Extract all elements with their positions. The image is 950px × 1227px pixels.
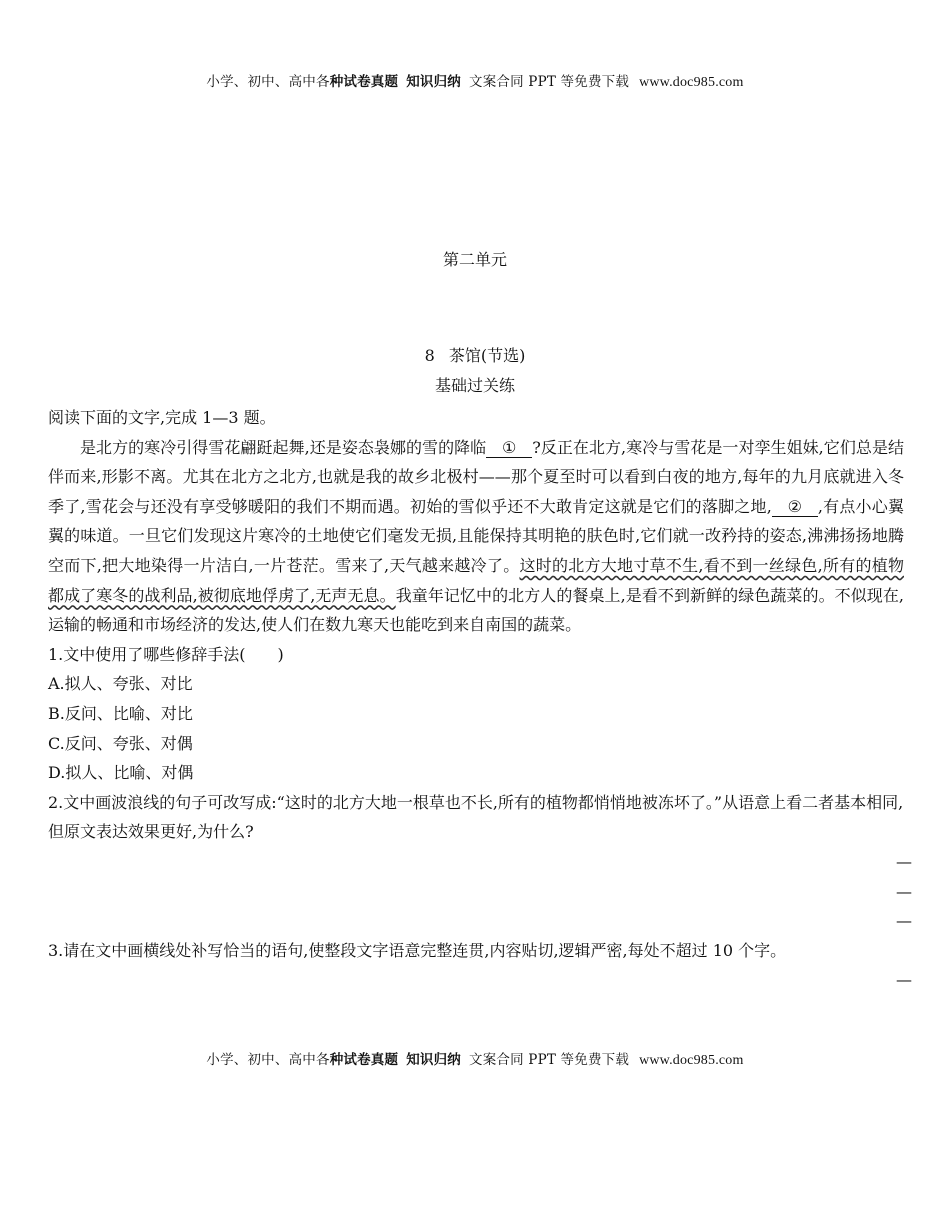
answer-line — [48, 847, 912, 877]
passage — [48, 433, 904, 640]
footer-banner — [0, 1048, 950, 1069]
document-body — [48, 403, 912, 995]
passage-sentence-1: 是北方的寒冷引得雪花翩跹起舞,还是姿态袅娜的雪的降临 — [80, 437, 487, 457]
banner-text-1: 小学、初中、高中各 — [206, 74, 330, 90]
section-title: 基础过关练 — [434, 376, 515, 395]
answer-line — [48, 906, 912, 936]
wavy-underlined-sentence: 这时的北方大地寸草不生,看不到一丝绿色,所有的植物都成了寒冬的战利品,被彻底地俘虏了,无声无息。 — [48, 555, 904, 605]
option-a: A.拟人、夸张、对比 — [48, 674, 193, 694]
option-b: B.反问、比喻、对比 — [48, 703, 193, 723]
lesson-name: 茶馆(节选) — [448, 346, 526, 365]
passage-sentence-4: 我童年记忆中的北方人的餐桌上,是看不到新鲜的绿色蔬菜的。不似现在,运输的畅通和市场经济的发达,使人们在数九寒天也能吃到来自南国的蔬菜。 — [48, 585, 904, 635]
passage-sentence-2: ?反正在北方,寒冷与雪花是一对孪生姐妹,它们总是结伴而来,形影不离。尤其在北方之北方,也就是我的故乡北极村——那个夏至时可以看到白夜的地方,每年的九月底就进入冬季了,雪花会与还没有享受够暖阳的我们不期而遇。初始的雪似乎还不大敢肯定这就是它们的落脚之地, — [48, 437, 904, 516]
answer-line-mark: — — [896, 911, 912, 931]
banner-text-3: 文案合同 PPT 等免费下载 — [469, 1052, 630, 1068]
banner-text-1: 小学、初中、高中各 — [206, 1052, 330, 1068]
blank-1: ① — [486, 439, 532, 458]
header-banner — [0, 70, 950, 91]
option-c: C.反问、夸张、对偶 — [48, 733, 193, 753]
answer-line — [48, 877, 912, 907]
banner-text-2: 知识归纳 — [406, 74, 461, 90]
lesson-title — [0, 343, 950, 366]
question-3: 3.请在文中画横线处补写恰当的语句,使整段文字语意完整连贯,内容贴切,逻辑严密,每处不超过 10 个字。 — [48, 940, 787, 960]
banner-url-link[interactable]: www.doc985.com — [639, 1053, 744, 1068]
answer-line-mark: — — [896, 970, 912, 990]
question-1: 1.文中使用了哪些修辞手法( ) — [48, 644, 284, 664]
answer-line-mark: — — [896, 881, 912, 901]
question-2: 2.文中画波浪线的句子可改写成:“这时的北方大地一根草也不长,所有的植物都悄悄地被冻坏了。”从语意上看二者基本相同,但原文表达效果更好,为什么? — [48, 792, 904, 842]
banner-text-3: 文案合同 PPT 等免费下载 — [469, 74, 630, 90]
passage-sentence-3: ,有点小心翼翼的味道。一旦它们发现这片寒冷的土地使它们毫发无损,且能保持其明艳的肤色时,它们就一改矜持的姿态,沸沸扬扬地腾空而下,把大地染得一片洁白,一片苍茫。雪来了,天气越来越冷了。 — [48, 496, 904, 575]
answer-line-mark: — — [896, 851, 912, 871]
instruction: 阅读下面的文字,完成 1—3 题。 — [48, 408, 276, 427]
answer-line — [48, 965, 912, 995]
banner-text-2: 知识归纳 — [406, 1052, 461, 1068]
banner-bold-text: 种试卷真题 — [329, 74, 399, 90]
unit-title: 第二单元 — [442, 250, 507, 269]
banner-bold-text: 种试卷真题 — [329, 1052, 399, 1068]
blank-2: ② — [772, 498, 818, 517]
option-d: D.拟人、比喻、对偶 — [48, 763, 194, 783]
lesson-number: 8 — [424, 346, 435, 365]
banner-url-link[interactable]: www.doc985.com — [639, 75, 744, 90]
